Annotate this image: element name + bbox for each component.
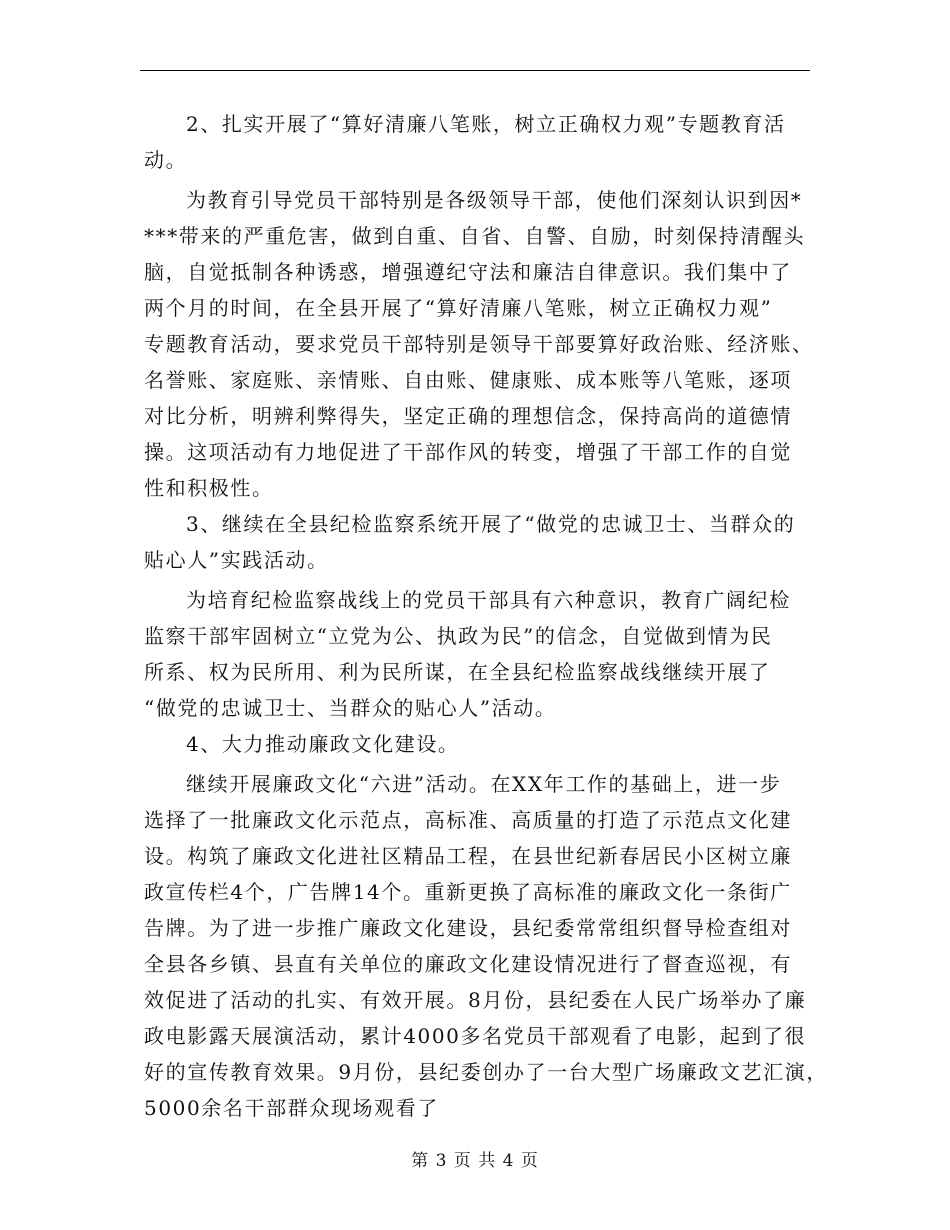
paragraph-line: 告牌。为了进一步推广廉政文化建设，县纪委常常组织督导检查组对 <box>144 916 792 940</box>
paragraph-line: 设。构筑了廉政文化进社区精品工程，在县世纪新春居民小区树立廉 <box>144 844 792 868</box>
paragraph-line: 3、继续在全县纪检监察系统开展了“做党的忠诚卫士、当群众的 <box>186 512 796 536</box>
paragraph-line: 4、大力推动廉政文化建设。 <box>186 732 460 756</box>
paragraph-line: 政电影露天展演活动，累计4000多名党员干部观看了电影，起到了很 <box>144 1024 807 1048</box>
paragraph-line: 名誉账、家庭账、亲情账、自由账、健康账、成本账等八笔账，逐项 <box>144 368 792 392</box>
paragraph-line: 继续开展廉政文化“六进”活动。在XX年工作的基础上，进一步 <box>186 772 782 796</box>
paragraph-line: 为教育引导党员干部特别是各级领导干部，使他们深刻认识到因* <box>186 188 803 212</box>
paragraph-line: “做党的忠诚卫士、当群众的贴心人”活动。 <box>144 696 557 720</box>
paragraph-line: 操。这项活动有力地促进了干部作风的转变，增强了干部工作的自觉 <box>144 440 792 464</box>
paragraph-line: 性和积极性。 <box>144 476 274 500</box>
paragraph-line: 脑，自觉抵制各种诱惑，增强遵纪守法和廉洁自律意识。我们集中了 <box>144 260 792 284</box>
paragraph-line: 全县各乡镇、县直有关单位的廉政文化建设情况进行了督查巡视，有 <box>144 952 792 976</box>
paragraph-line: ***带来的严重危害，做到自重、自省、自警、自励，时刻保持清醒头 <box>144 224 806 248</box>
paragraph-line: 5000余名干部群众现场观看了 <box>144 1096 439 1120</box>
paragraph-line: 两个月的时间，在全县开展了“算好清廉八笔账，树立正确权力观” <box>144 296 773 320</box>
paragraph-line: 效促进了活动的扎实、有效开展。8月份，县纪委在人民广场举办了廉 <box>144 988 807 1012</box>
paragraph-line: 为培育纪检监察战线上的党员干部具有六种意识，教育广阔纪检 <box>186 588 791 612</box>
paragraph-line: 政宣传栏4个，广告牌14个。重新更换了高标准的廉政文化一条街广 <box>144 880 792 904</box>
paragraph-line: 监察干部牢固树立“立党为公、执政为民”的信念，自觉做到情为民 <box>144 624 773 648</box>
paragraph-line: 选择了一批廉政文化示范点，高标准、高质量的打造了示范点文化建 <box>144 808 792 832</box>
document-body <box>144 106 828 1126</box>
paragraph-line: 2、扎实开展了“算好清廉八笔账，树立正确权力观”专题教育活 <box>186 112 786 136</box>
paragraph-line: 专题教育活动，要求党员干部特别是领导干部要算好政治账、经济账、 <box>144 332 814 356</box>
paragraph-line: 对比分析，明辨利弊得失，坚定正确的理想信念，保持高尚的道德情 <box>144 404 792 428</box>
paragraph-line: 所系、权为民所用、利为民所谋，在全县纪检监察战线继续开展了 <box>144 660 771 684</box>
page-number-footer: 第 3 页 共 4 页 <box>411 1151 539 1171</box>
paragraph-line: 动。 <box>144 148 188 172</box>
paragraph-line: 好的宣传教育效果。9月份，县纪委创办了一台大型广场廉政文艺汇演， <box>144 1060 828 1084</box>
paragraph-line: 贴心人”实践活动。 <box>144 548 329 572</box>
header-rule <box>140 70 810 71</box>
